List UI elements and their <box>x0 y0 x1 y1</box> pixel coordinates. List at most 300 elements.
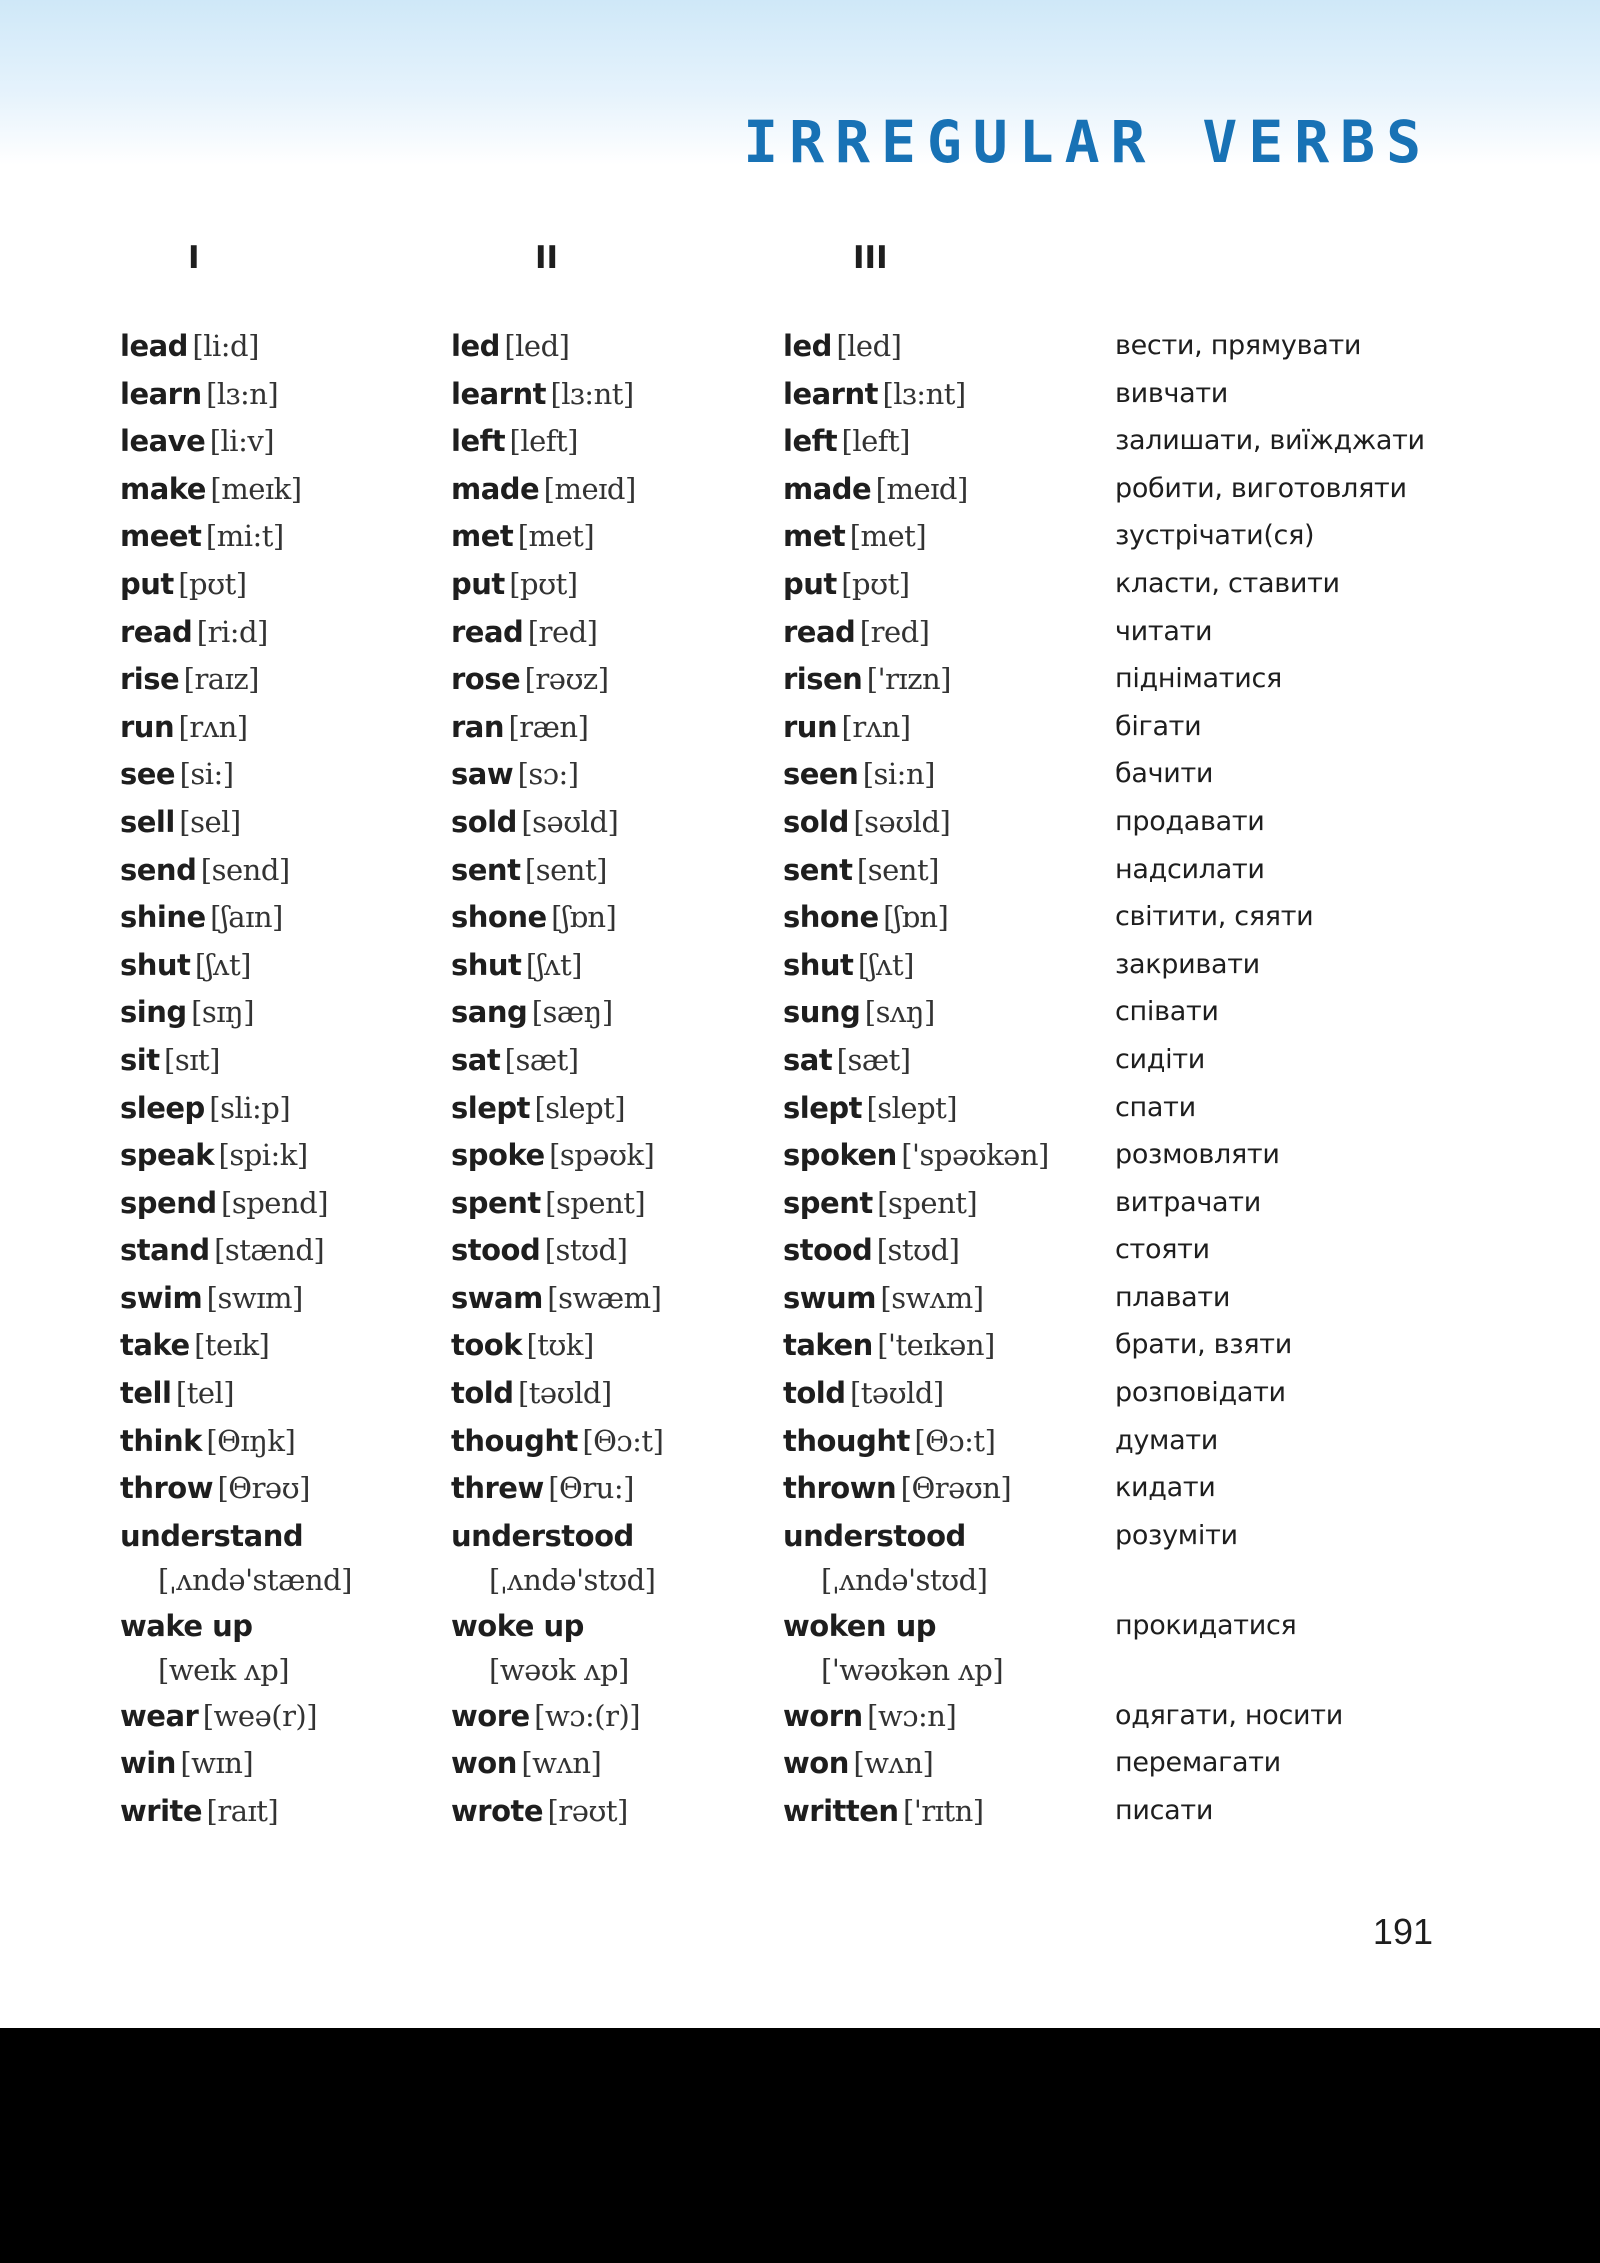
verb-transcription: [left] <box>841 424 910 459</box>
verb-transcription: [səʊld] <box>521 804 619 839</box>
verb-form-2 <box>451 1419 663 1463</box>
verb-word: shut <box>120 947 191 982</box>
verb-row <box>0 895 1600 943</box>
verb-word: throw <box>120 1471 214 1506</box>
verb-form-2 <box>451 1466 634 1510</box>
verb-form-2 <box>451 1323 594 1367</box>
verb-transcription: [si:] <box>179 757 234 792</box>
verb-translation: залишати, виїжджати <box>1115 425 1425 457</box>
verb-form-1 <box>120 610 268 654</box>
verb-word: took <box>451 1328 522 1363</box>
verb-transcription: [pʊt] <box>841 566 910 601</box>
verb-transcription: [Θɔ:t] <box>582 1423 664 1458</box>
verb-word: stood <box>451 1233 541 1268</box>
verb-form-2 <box>451 324 569 368</box>
verb-transcription: [li:v] <box>209 424 275 459</box>
verb-form-1 <box>120 1181 328 1225</box>
verb-transcription: [meɪd] <box>543 471 636 506</box>
verb-form-3 <box>783 1741 933 1785</box>
verb-form-2 <box>451 1789 628 1833</box>
verb-form-1 <box>120 372 278 416</box>
verb-form-1 <box>120 1133 308 1177</box>
verb-word: shut <box>451 947 522 982</box>
verb-form-3 <box>783 1228 959 1272</box>
verb-transcription: [left] <box>509 424 578 459</box>
verb-word: spent <box>783 1185 873 1220</box>
verb-transcription: [wɔ:(r)] <box>534 1698 641 1733</box>
verb-form-3 <box>783 848 939 892</box>
verb-word: spend <box>120 1185 217 1220</box>
verb-translation: бачити <box>1115 758 1214 790</box>
verb-transcription: [sɪt] <box>164 1042 220 1077</box>
verb-translation: одягати, носити <box>1115 1699 1343 1731</box>
verb-transcription: [slept] <box>866 1090 958 1125</box>
verb-transcription: [sæt] <box>504 1042 579 1077</box>
verb-word: told <box>783 1376 846 1411</box>
verb-word: put <box>783 566 837 601</box>
verb-word: sat <box>783 1042 833 1077</box>
page-title: IRREGULAR VERBS <box>743 108 1432 176</box>
verb-word: told <box>451 1376 514 1411</box>
verb-row <box>0 1038 1600 1086</box>
verb-transcription: ['wəʊkən ʌp] <box>821 1652 1004 1687</box>
verb-transcription: [spi:k] <box>218 1138 308 1173</box>
verb-transcription: [raɪz] <box>183 662 259 697</box>
verb-word: shut <box>783 947 854 982</box>
verb-translation: читати <box>1115 615 1213 647</box>
irregular-verbs-table <box>0 324 1600 1837</box>
verb-form-3 <box>783 1038 911 1082</box>
verb-word: learnt <box>451 376 546 411</box>
verb-transcription: [sæŋ] <box>531 995 613 1030</box>
verb-form-3 <box>783 324 901 368</box>
verb-translation: витрачати <box>1115 1186 1261 1218</box>
verb-transcription: [səʊld] <box>853 804 951 839</box>
verb-word: swum <box>783 1280 876 1315</box>
verb-word: sleep <box>120 1090 205 1125</box>
verb-form-3 <box>783 467 968 511</box>
verb-row <box>0 514 1600 562</box>
verb-transcription: [spəʊk] <box>549 1138 655 1173</box>
verb-form-2 <box>451 800 618 844</box>
verb-form-1 <box>120 467 302 511</box>
verb-word: made <box>783 471 872 506</box>
verb-transcription: [stʊd] <box>876 1233 960 1268</box>
verb-row <box>0 324 1600 372</box>
verb-form-1 <box>120 1789 278 1833</box>
verb-transcription: [swɪm] <box>206 1280 303 1315</box>
verb-word: swim <box>120 1280 203 1315</box>
verb-translation: надсилати <box>1115 853 1265 885</box>
verb-word: sold <box>783 804 849 839</box>
verb-transcription: [si:n] <box>862 757 935 792</box>
verb-form-2 <box>451 657 609 701</box>
verb-transcription: ['rɪtn] <box>903 1794 984 1829</box>
column-header-form-1: I <box>188 240 200 276</box>
verb-form-3 <box>783 752 935 796</box>
verb-transcription: [rʌn] <box>178 709 248 744</box>
verb-row <box>0 1604 1600 1694</box>
verb-transcription: [spent] <box>877 1185 978 1220</box>
verb-transcription: [sli:p] <box>209 1090 291 1125</box>
verb-transcription: [weɪk ʌp] <box>158 1652 290 1687</box>
verb-word: sing <box>120 995 187 1030</box>
verb-form-3 <box>783 1086 957 1130</box>
verb-row <box>0 752 1600 800</box>
verb-transcription: [li:d] <box>192 329 259 363</box>
verb-word: slept <box>451 1090 530 1125</box>
verb-transcription: [ˌʌndə'stʊd] <box>489 1562 656 1597</box>
verb-transcription: [wəʊk ʌp] <box>489 1652 629 1687</box>
verb-word: win <box>120 1746 176 1781</box>
verb-word: thought <box>451 1423 578 1458</box>
verb-translation: робити, виготовляти <box>1115 472 1407 504</box>
verb-transcription: [spend] <box>221 1185 329 1220</box>
verb-transcription: [pʊt] <box>509 566 578 601</box>
verb-row <box>0 1514 1600 1604</box>
verb-transcription: [rəʊz] <box>524 662 609 697</box>
verb-transcription: [stænd] <box>214 1233 325 1268</box>
column-header-form-2: II <box>535 240 559 276</box>
verb-row <box>0 419 1600 467</box>
verb-form-1 <box>120 1741 253 1785</box>
verb-translation: вести, прямувати <box>1115 330 1362 361</box>
verb-translation: прокидатися <box>1115 1609 1297 1641</box>
verb-word: read <box>120 614 193 649</box>
verb-row <box>0 705 1600 753</box>
verb-word: shone <box>783 900 879 935</box>
verb-form-1 <box>120 752 234 796</box>
verb-row <box>0 1133 1600 1181</box>
verb-word: send <box>120 852 197 887</box>
verb-form-1 <box>120 324 259 368</box>
verb-form-2 <box>451 1371 612 1415</box>
verb-word: speak <box>120 1138 215 1173</box>
verb-form-1 <box>120 514 284 558</box>
verb-transcription: [ri:d] <box>196 614 268 649</box>
verb-form-1 <box>120 1371 234 1415</box>
verb-form-3 <box>783 990 935 1034</box>
verb-word: met <box>783 519 846 554</box>
verb-row <box>0 467 1600 515</box>
verb-translation: класти, ставити <box>1115 567 1340 599</box>
verb-row <box>0 1276 1600 1324</box>
verb-word: won <box>783 1746 849 1781</box>
verb-transcription: [təʊld] <box>517 1376 612 1411</box>
verb-form-3 <box>783 562 910 606</box>
verb-word: sell <box>120 804 175 839</box>
verb-form-3 <box>783 419 910 463</box>
verb-translation: думати <box>1115 1424 1219 1456</box>
verb-row <box>0 1419 1600 1467</box>
verb-form-2 <box>451 943 582 987</box>
verb-form-1 <box>120 1038 220 1082</box>
verb-form-1 <box>120 705 248 749</box>
verb-word: see <box>120 757 176 792</box>
verb-transcription: [ʃʌt] <box>525 947 582 982</box>
verb-word: won <box>451 1746 517 1781</box>
verb-transcription: ['spəʊkən] <box>901 1138 1049 1173</box>
verb-word: worn <box>783 1698 863 1733</box>
verb-form-2 <box>451 372 634 416</box>
verb-form-2 <box>451 1604 629 1692</box>
verb-transcription: [sel] <box>179 804 241 839</box>
verb-form-1 <box>120 1604 289 1692</box>
verb-row <box>0 1741 1600 1789</box>
page-number: 191 <box>1372 1911 1433 1952</box>
verb-form-1 <box>120 1276 303 1320</box>
verb-word: sent <box>783 852 853 887</box>
verb-transcription: [sent] <box>524 852 607 887</box>
verb-form-1 <box>120 1228 324 1272</box>
verb-transcription: [ˌʌndə'stænd] <box>158 1562 352 1597</box>
verb-row <box>0 990 1600 1038</box>
verb-word: left <box>451 424 506 459</box>
verb-transcription: [sʌŋ] <box>864 995 935 1030</box>
verb-row <box>0 610 1600 658</box>
verb-form-3 <box>783 1181 977 1225</box>
verb-word: run <box>783 709 838 744</box>
verb-transcription: [lɜ:n] <box>206 376 279 411</box>
verb-transcription: [Θɪŋk] <box>206 1423 296 1458</box>
verb-word: left <box>783 424 838 459</box>
verb-form-1 <box>120 1086 290 1130</box>
verb-word: stand <box>120 1233 210 1268</box>
verb-form-1 <box>120 800 241 844</box>
verb-transcription: [pʊt] <box>178 566 247 601</box>
verb-word: rose <box>451 662 521 697</box>
verb-word: led <box>451 329 500 363</box>
verb-transcription: [tʊk] <box>526 1328 594 1363</box>
verb-form-1 <box>120 1419 295 1463</box>
verb-transcription: [send] <box>200 852 290 887</box>
verb-form-3 <box>783 1276 984 1320</box>
verb-word: learnt <box>783 376 878 411</box>
verb-row <box>0 800 1600 848</box>
verb-translation: закривати <box>1115 948 1260 980</box>
verb-word: spoke <box>451 1138 545 1173</box>
verb-row <box>0 1466 1600 1514</box>
verb-word: leave <box>120 424 206 459</box>
verb-translation: перемагати <box>1115 1747 1281 1779</box>
verb-transcription: [Θrəʊ] <box>217 1471 310 1506</box>
verb-row <box>0 1181 1600 1229</box>
verb-translation: брати, взяти <box>1115 1329 1292 1361</box>
verb-form-2 <box>451 1276 661 1320</box>
verb-translation: плавати <box>1115 1281 1231 1313</box>
verb-transcription: [meɪk] <box>210 471 302 506</box>
verb-form-3 <box>783 1323 995 1367</box>
verb-form-3 <box>783 895 948 939</box>
verb-word: woke up <box>451 1608 584 1643</box>
verb-word: tell <box>120 1376 172 1411</box>
verb-word: rise <box>120 662 180 697</box>
verb-form-1 <box>120 848 290 892</box>
verb-word: understand <box>120 1518 304 1553</box>
verb-transcription: [wʌn] <box>521 1746 602 1781</box>
verb-form-2 <box>451 1694 640 1738</box>
verb-row <box>0 1371 1600 1419</box>
verb-form-1 <box>120 895 283 939</box>
verb-form-1 <box>120 1323 269 1367</box>
verb-row <box>0 1789 1600 1837</box>
verb-word: risen <box>783 662 863 697</box>
verb-transcription: [wʌn] <box>853 1746 934 1781</box>
verb-word: thought <box>783 1423 910 1458</box>
verb-form-3 <box>783 1466 1011 1510</box>
verb-translation: розуміти <box>1115 1519 1238 1551</box>
verb-word: taken <box>783 1328 873 1363</box>
verb-transcription: [stʊd] <box>544 1233 628 1268</box>
verb-form-1 <box>120 1466 310 1510</box>
verb-translation: спати <box>1115 1091 1196 1123</box>
verb-translation: кидати <box>1115 1472 1216 1504</box>
verb-word: wake up <box>120 1608 253 1643</box>
verb-transcription: [rʌn] <box>841 709 911 744</box>
verb-transcription: ['teɪkən] <box>877 1328 995 1363</box>
verb-word: write <box>120 1794 203 1829</box>
verb-word: make <box>120 471 206 506</box>
verb-row <box>0 562 1600 610</box>
verb-transcription: [ʃʌt] <box>194 947 251 982</box>
verb-row <box>0 1323 1600 1371</box>
verb-transcription: [lɜ:nt] <box>882 376 966 411</box>
verb-transcription: [Θru:] <box>548 1471 634 1506</box>
verb-transcription: [ʃʌt] <box>857 947 914 982</box>
verb-form-2 <box>451 705 588 749</box>
verb-word: met <box>451 519 514 554</box>
verb-row <box>0 943 1600 991</box>
verb-form-2 <box>451 1038 579 1082</box>
verb-form-3 <box>783 1604 1003 1692</box>
verb-translation: вивчати <box>1115 377 1229 409</box>
verb-transcription: [ʃɒn] <box>883 900 949 935</box>
verb-word: sang <box>451 995 528 1030</box>
verb-row <box>0 657 1600 705</box>
verb-form-2 <box>451 467 636 511</box>
verb-form-3 <box>783 1514 987 1602</box>
verb-word: meet <box>120 519 202 554</box>
verb-word: sent <box>451 852 521 887</box>
verb-form-3 <box>783 943 914 987</box>
verb-translation: продавати <box>1115 805 1265 837</box>
verb-translation: зустрічати(ся) <box>1115 520 1315 552</box>
verb-word: put <box>451 566 505 601</box>
verb-transcription: [Θɔ:t] <box>914 1423 996 1458</box>
verb-transcription: [sɔ:] <box>517 757 579 792</box>
verb-form-1 <box>120 1514 352 1602</box>
verb-transcription: [slept] <box>534 1090 626 1125</box>
verb-word: written <box>783 1794 899 1829</box>
verb-form-1 <box>120 657 259 701</box>
verb-transcription: [spent] <box>545 1185 646 1220</box>
verb-word: sung <box>783 995 861 1030</box>
verb-word: run <box>120 709 175 744</box>
verb-word: led <box>783 329 832 363</box>
verb-word: take <box>120 1328 190 1363</box>
verb-word: shine <box>120 900 206 935</box>
verb-translation: співати <box>1115 996 1219 1028</box>
verb-transcription: [ʃaɪn] <box>210 900 283 935</box>
verb-word: put <box>120 566 174 601</box>
verb-transcription: [raɪt] <box>206 1794 279 1829</box>
column-header-form-3: III <box>853 240 888 276</box>
verb-form-3 <box>783 705 911 749</box>
verb-word: sit <box>120 1042 160 1077</box>
verb-word: saw <box>451 757 514 792</box>
verb-word: wear <box>120 1698 199 1733</box>
verb-transcription: [Θrəʊn] <box>900 1471 1012 1506</box>
verb-word: wore <box>451 1698 530 1733</box>
verb-form-1 <box>120 943 251 987</box>
verb-translation: стояти <box>1115 1234 1210 1266</box>
verb-word: understood <box>451 1518 634 1553</box>
verb-row <box>0 1228 1600 1276</box>
verb-form-2 <box>451 1133 654 1177</box>
verb-word: sat <box>451 1042 501 1077</box>
verb-transcription: [təʊld] <box>849 1376 944 1411</box>
verb-form-2 <box>451 562 578 606</box>
verb-transcription: [ˌʌndə'stʊd] <box>821 1562 988 1597</box>
verb-word: thrown <box>783 1471 897 1506</box>
verb-form-1 <box>120 990 254 1034</box>
verb-transcription: [sent] <box>856 852 939 887</box>
verb-word: shone <box>451 900 547 935</box>
verb-row <box>0 372 1600 420</box>
verb-transcription: [lɜ:nt] <box>550 376 634 411</box>
verb-form-2 <box>451 1228 627 1272</box>
verb-translation: світити, сяяти <box>1115 901 1314 933</box>
verb-form-2 <box>451 610 597 654</box>
verb-form-2 <box>451 848 607 892</box>
verb-word: made <box>451 471 540 506</box>
verb-transcription: [met] <box>517 519 595 554</box>
verb-translation: розповідати <box>1115 1377 1286 1409</box>
verb-word: read <box>783 614 856 649</box>
verb-word: lead <box>120 329 188 363</box>
verb-word: wrote <box>451 1794 544 1829</box>
verb-transcription: ['rɪzn] <box>866 662 951 697</box>
verb-word: sold <box>451 804 517 839</box>
verb-row <box>0 848 1600 896</box>
verb-form-2 <box>451 1181 645 1225</box>
verb-row <box>0 1694 1600 1742</box>
verb-word: woken up <box>783 1608 937 1643</box>
verb-transcription: [red] <box>527 614 598 649</box>
verb-form-2 <box>451 1514 655 1602</box>
verb-transcription: [wɪn] <box>180 1746 254 1781</box>
verb-word: seen <box>783 757 859 792</box>
verb-word: read <box>451 614 524 649</box>
verb-form-3 <box>783 610 929 654</box>
verb-transcription: [swæm] <box>547 1280 662 1315</box>
verb-word: spoken <box>783 1138 897 1173</box>
verb-transcription: [led] <box>504 329 570 363</box>
verb-form-2 <box>451 1086 625 1130</box>
verb-transcription: [tel] <box>175 1376 235 1411</box>
verb-transcription: [rəʊt] <box>547 1794 628 1829</box>
verb-word: stood <box>783 1233 873 1268</box>
verb-form-2 <box>451 1741 601 1785</box>
verb-transcription: [sæt] <box>836 1042 911 1077</box>
verb-transcription: [teɪk] <box>194 1328 270 1363</box>
verb-form-3 <box>783 1789 984 1833</box>
verb-transcription: [swʌm] <box>880 1280 984 1315</box>
verb-form-3 <box>783 1694 956 1738</box>
verb-transcription: [red] <box>859 614 930 649</box>
verb-form-2 <box>451 419 578 463</box>
verb-form-2 <box>451 990 613 1034</box>
